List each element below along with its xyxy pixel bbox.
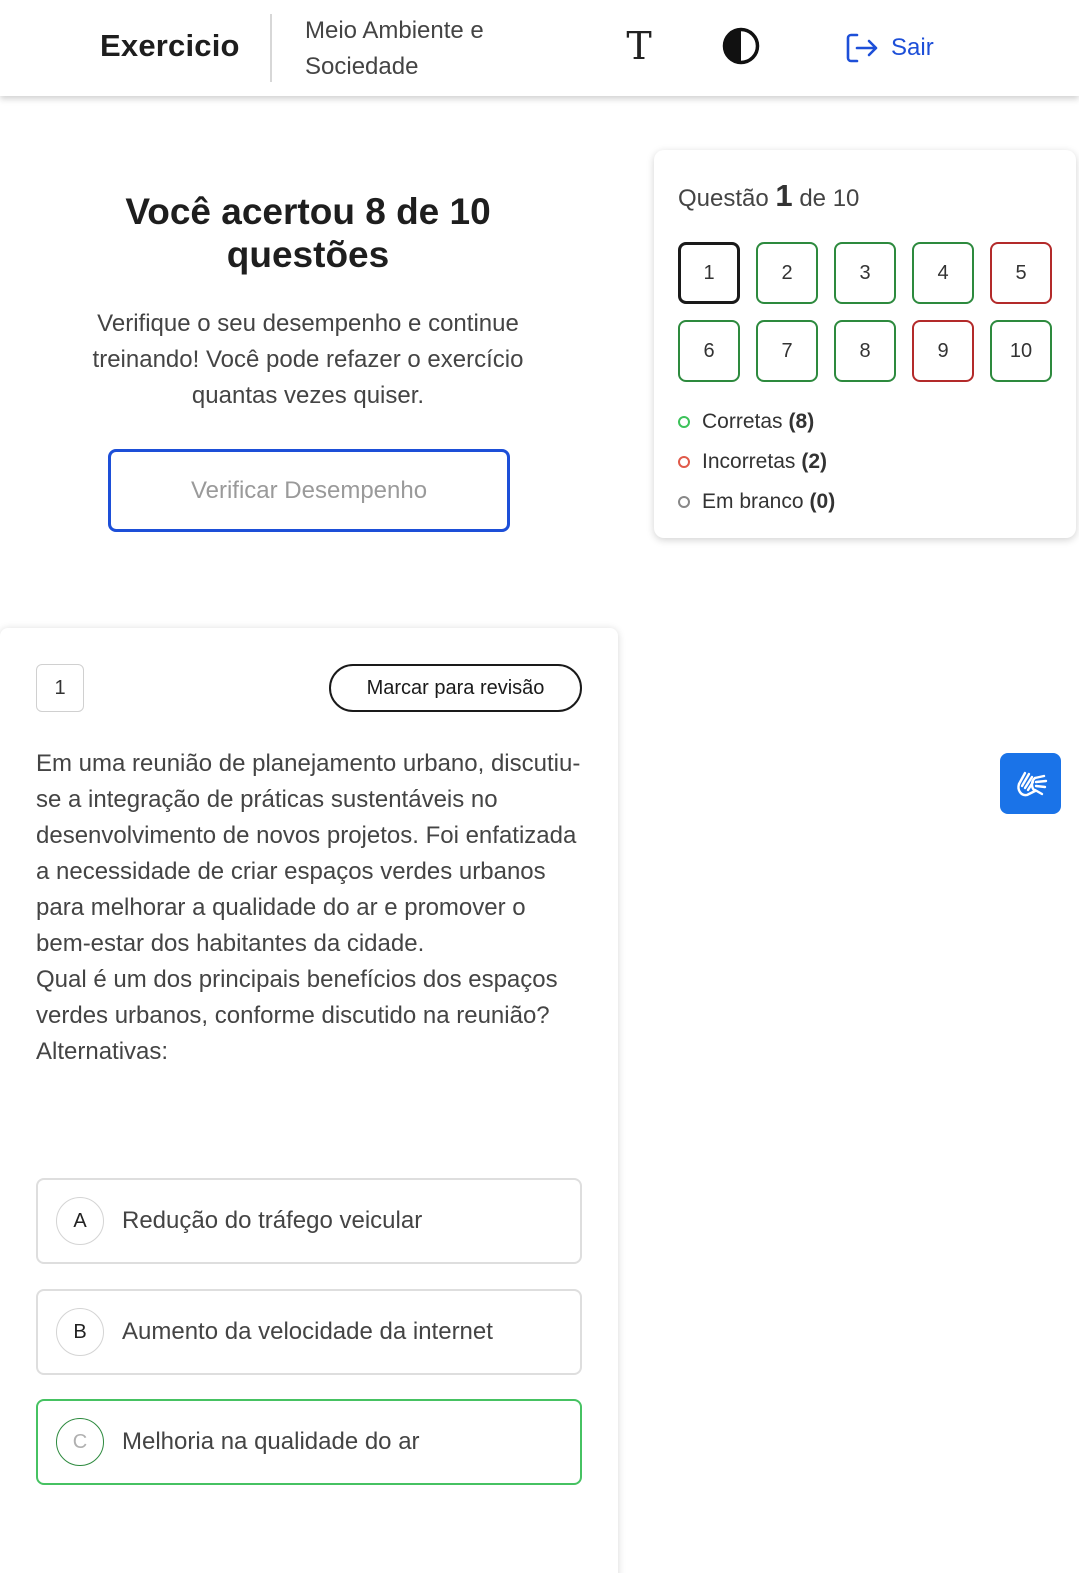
question-button[interactable]: 7 bbox=[756, 320, 818, 382]
navigator-prefix: Questão bbox=[678, 185, 769, 212]
page-title: Exercicio bbox=[100, 28, 240, 63]
blank-dot-icon bbox=[678, 496, 690, 508]
contrast-icon[interactable] bbox=[722, 27, 760, 65]
legend-blank bbox=[678, 482, 835, 522]
top-header bbox=[0, 0, 1079, 96]
verify-performance-button[interactable]: Verificar Desempenho bbox=[108, 449, 510, 532]
question-statement bbox=[36, 746, 586, 1070]
question-grid bbox=[678, 242, 1054, 382]
mark-for-review-button[interactable]: Marcar para revisão bbox=[329, 664, 582, 712]
option-b[interactable] bbox=[36, 1289, 582, 1375]
result-title: Você acertou 8 de 10 questões bbox=[125, 191, 491, 275]
navigator-title bbox=[678, 178, 859, 214]
logout-icon bbox=[845, 32, 879, 64]
option-letter: A bbox=[56, 1197, 104, 1245]
question-prompt: Qual é um dos principais benefícios dos espaços verdes urbanos, conforme discutido na reunião? bbox=[36, 966, 558, 1029]
question-button[interactable]: 9 bbox=[912, 320, 974, 382]
navigator-suffix: de 10 bbox=[799, 185, 860, 212]
legend-blank-count: (0) bbox=[809, 490, 836, 513]
option-letter: B bbox=[56, 1308, 104, 1356]
header-divider bbox=[270, 14, 272, 82]
question-card bbox=[0, 628, 618, 1573]
legend-blank-label: Em branco bbox=[702, 490, 804, 513]
logout-label: Sair bbox=[891, 34, 934, 61]
legend-wrong bbox=[678, 442, 835, 482]
result-description: Verifique o seu desempenho e continue treinando! Você pode refazer o exercício quantas vezes quiser. bbox=[92, 310, 524, 409]
question-button[interactable]: 6 bbox=[678, 320, 740, 382]
option-a[interactable] bbox=[36, 1178, 582, 1264]
legend-correct-count: (8) bbox=[788, 410, 815, 433]
alternatives-label: Alternativas: bbox=[36, 1038, 169, 1065]
legend-wrong-label: Incorretas bbox=[702, 450, 796, 473]
legend-correct-label: Corretas bbox=[702, 410, 783, 433]
wrong-dot-icon bbox=[678, 456, 690, 468]
question-button[interactable]: 4 bbox=[912, 242, 974, 304]
legend-correct bbox=[678, 402, 835, 442]
option-letter: C bbox=[56, 1418, 104, 1466]
sign-language-button[interactable] bbox=[1000, 753, 1061, 814]
correct-dot-icon bbox=[678, 416, 690, 428]
option-text: Aumento da velocidade da internet bbox=[122, 1318, 493, 1345]
question-button[interactable]: 8 bbox=[834, 320, 896, 382]
question-button[interactable]: 5 bbox=[990, 242, 1052, 304]
sign-language-icon bbox=[1011, 764, 1051, 804]
question-navigator bbox=[654, 150, 1076, 538]
question-number: 1 bbox=[36, 664, 84, 712]
option-text: Redução do tráfego veicular bbox=[122, 1207, 423, 1234]
status-legend bbox=[678, 402, 835, 522]
question-paragraph: Em uma reunião de planejamento urbano, discutiu-se a integração de práticas sustentáveis no desenvolvimento de novos projetos. Foi enfatizada a necessidade de criar espaços verdes urbanos para melhorar a qualidade do ar e promover o bem-estar dos habitantes da cidade. bbox=[36, 750, 581, 957]
navigator-current: 1 bbox=[775, 178, 793, 213]
question-button[interactable]: 2 bbox=[756, 242, 818, 304]
question-button[interactable]: 3 bbox=[834, 242, 896, 304]
subject-title: Meio Ambiente e Sociedade bbox=[305, 17, 484, 80]
text-size-icon[interactable]: T bbox=[626, 24, 652, 68]
legend-wrong-count: (2) bbox=[801, 450, 828, 473]
question-button[interactable]: 10 bbox=[990, 320, 1052, 382]
question-button[interactable]: 1 bbox=[678, 242, 740, 304]
option-c[interactable] bbox=[36, 1399, 582, 1485]
option-text: Melhoria na qualidade do ar bbox=[122, 1428, 420, 1455]
logout-button[interactable] bbox=[845, 30, 934, 66]
